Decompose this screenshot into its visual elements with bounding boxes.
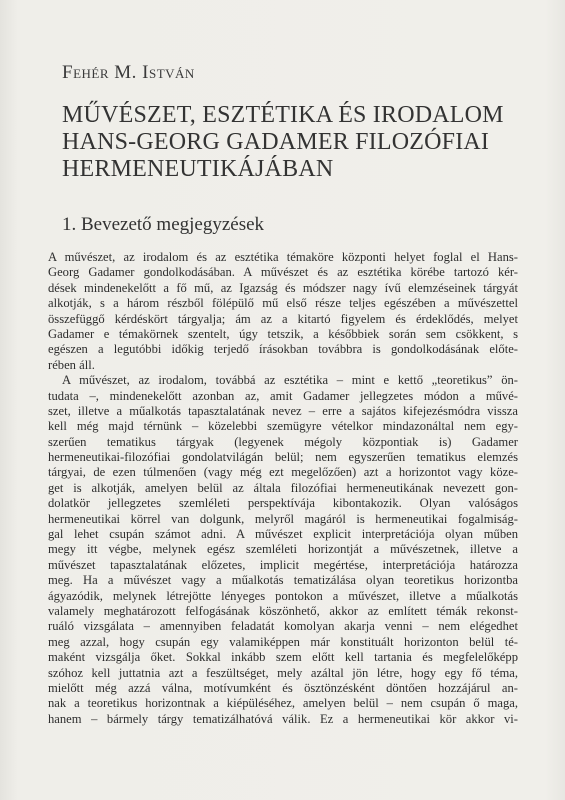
text-line: dolatkör jellegzetes szemléleti perspektívája kibontakozik. Olyan valóságos: [48, 496, 518, 511]
author-name: Fehér M. István: [62, 62, 195, 83]
text-line: ruáló vizsgálata – amennyiben feladatát komolyan akarja venni – nem elégedhet: [48, 619, 518, 634]
text-line: művészet tapasztalatának előzetes, implicit megértése, interpretációja határozza: [48, 557, 518, 572]
text-line: mielőtt még azzá válna, motívumként és ösztönzésként döntően hozzájárul an-: [48, 680, 518, 695]
body-text: [48, 250, 518, 727]
title-line: HERMENEUTIKÁJÁBAN: [62, 156, 334, 182]
text-line: valamely meghatározott felfogásának köszönhető, akkor az említett témák rekonst-: [48, 603, 518, 618]
text-line: nak a teoretikus horizontnak a kiépüléséhez, amelyen belül – nem csupán ő maga,: [48, 696, 518, 711]
text-line: meg azzal, hogy csupán egy valamiképpen már konstituált horizonton belül té-: [48, 634, 518, 649]
text-line: maként vizsgálja őket. Sokkal inkább szem előtt kell tartania és megfelelőképp: [48, 650, 518, 665]
text-line: get is alkotják, amelyen belül az általa filozófiai hermeneutikának nevezett gon-: [48, 480, 518, 495]
text-line: megy itt végbe, melynek egész szemléleti horizontját a művészetnek, illetve a: [48, 542, 518, 557]
text-line: egészen a legutóbbi időkig terjedő írásokban továbbra is gondolkodásának előte-: [48, 342, 518, 357]
text-line: ágyazódik, melynek létrejötte lényeges pontokon a művészet, illetve a műalkotás: [48, 588, 518, 603]
text-line: A művészet, az irodalom, továbbá az esztétika – mint e kettő „teoretikus” ön-: [62, 373, 518, 388]
text-line: Gadamer e témakörnek szentelt, úgy tetszik, a későbbiek során sem csökkent, s: [48, 326, 518, 341]
title-line: HANS-GEORG GADAMER FILOZÓFIAI: [62, 129, 490, 155]
text-line: hanem – bármely tárgy tematizálhatóvá válik. Ez a hermeneutikai kör akkor vi-: [48, 711, 518, 726]
text-line: gal lehet csupán számot adni. A művészet explicit interpretációja olyan műben: [48, 527, 518, 542]
article-title: [62, 102, 522, 183]
text-line: tárgyai, de ezen túlmenően (vagy még ezt megelőzően) azt a horizontot vagy köze-: [48, 465, 518, 480]
text-line: alkotják, s a három részből fölépülő mű első része teljes egészében a művészettel: [48, 296, 518, 311]
text-line: dések mindenekelőtt a fő mű, az Igazság és módszer nagy ívű elemzéseinek tárgyát: [48, 280, 518, 295]
text-line: szerűen tematikus tárgyak (legyenek mégoly központiak is) Gadamer: [48, 434, 518, 449]
text-line: szóhoz kell juttatnia azt a feszültséget, mely azáltal jön létre, hogy egy fő téma,: [48, 665, 518, 680]
text-line: rében áll.: [48, 357, 95, 372]
title-line: MŰVÉSZET, ESZTÉTIKA ÉS IRODALOM: [62, 102, 504, 128]
text-line: A művészet, az irodalom és az esztétika témaköre központi helyet foglal el Hans-: [48, 250, 518, 264]
text-line: kell még majd térnünk – közelebbi szemügyre vételkor mindazonáltal nem egy-: [48, 419, 518, 434]
text-line: Georg Gadamer gondolkodásában. A művészet és az esztétika körébe tartozó kér-: [48, 265, 518, 280]
text-line: tudata –, mindenekelőtt azonban az, amit Gadamer jellegzetes módon a művé-: [48, 388, 518, 403]
text-line: hermeneutikai-filozófiai gondolatvilágán belül; nem egyszerűen tematikus elemzés: [48, 450, 518, 465]
section-heading: 1. Bevezető megjegyzések: [62, 214, 265, 235]
text-line: hermeneutikai körrel van dolgunk, melyről magáról is hermeneutikai fogalmiság-: [48, 511, 518, 526]
text-line: összefüggő kérdéskört tárgyalja; ám az a kitartó figyelem és érdeklődés, melyet: [48, 311, 518, 326]
text-line: meg. Ha a művészet vagy a műalkotás tematizálása olyan teoretikus horizontba: [48, 573, 518, 588]
text-line: szet, illetve a műalkotás tapasztalatának nevez – erre a sajátos kifejezésmódra vissza: [48, 403, 518, 418]
